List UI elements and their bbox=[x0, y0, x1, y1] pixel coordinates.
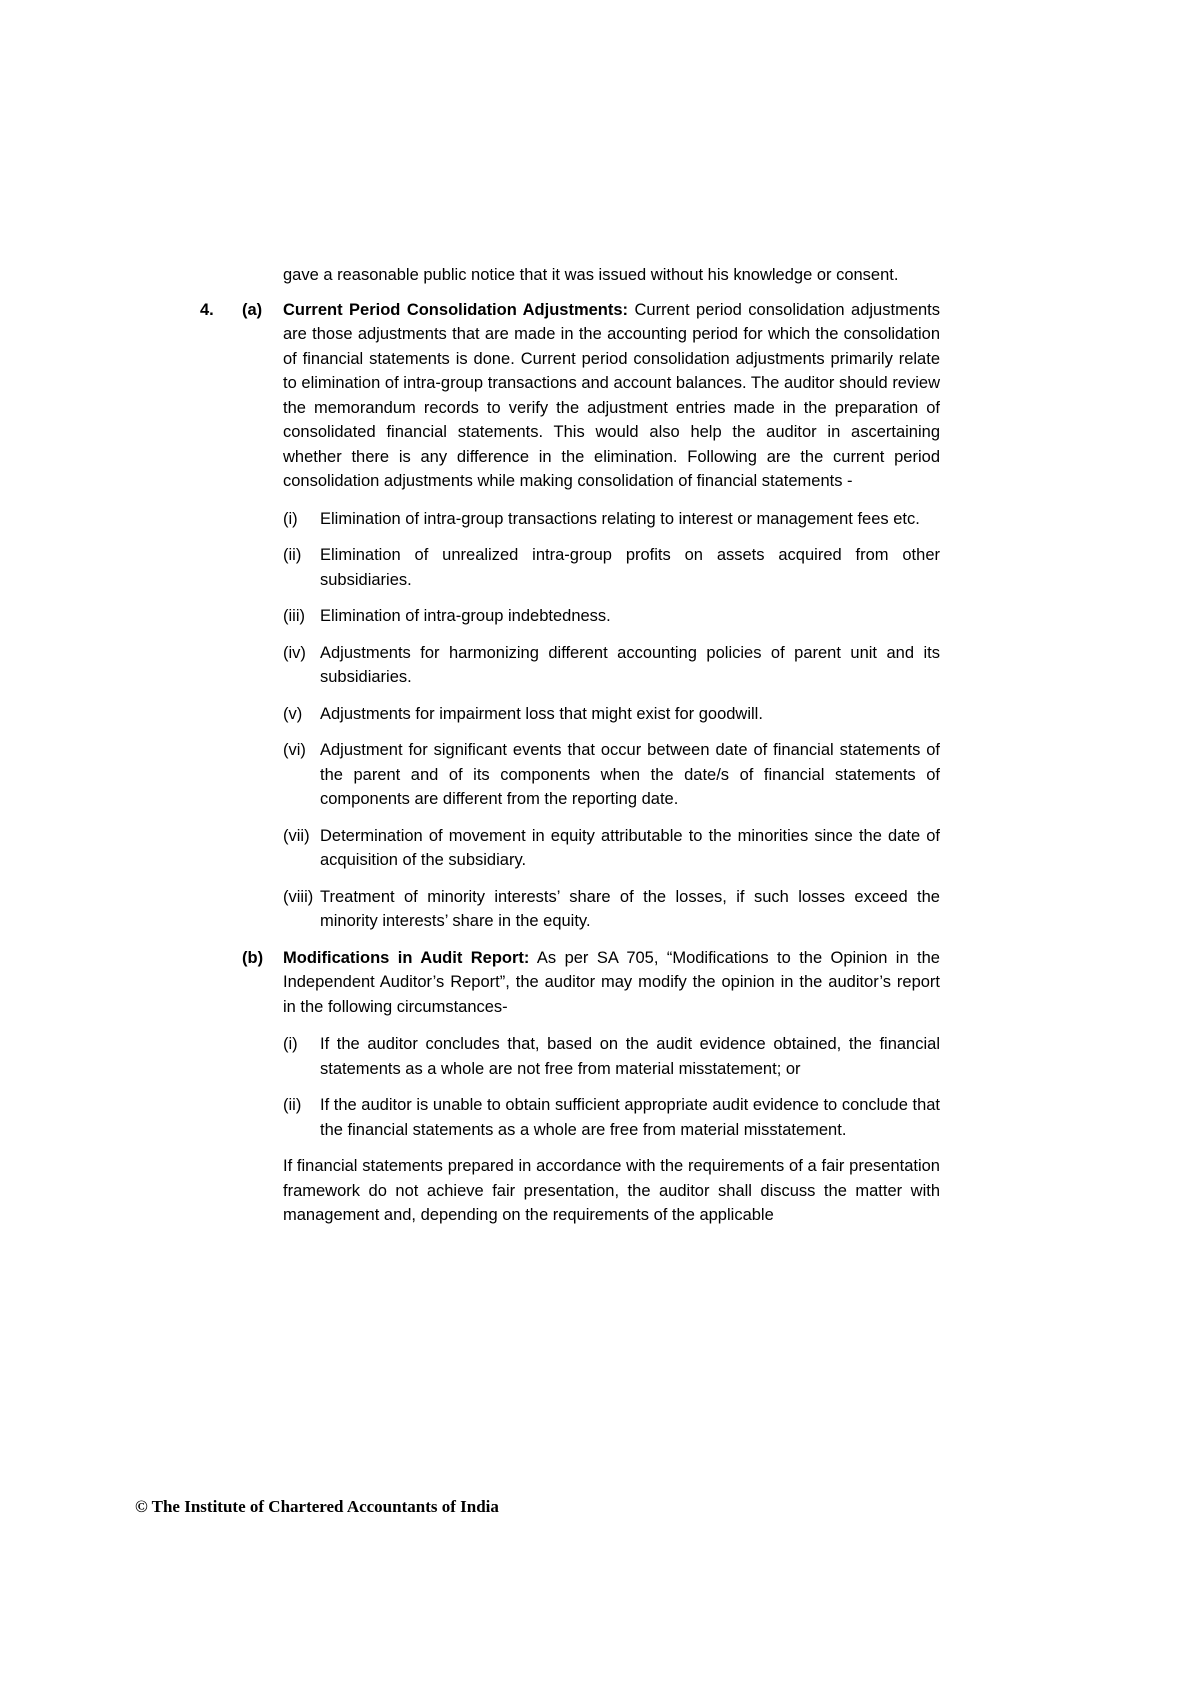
section-b-closing-paragraph: If financial statements prepared in accordance with the requirements of a fair presentation framework do not achieve fair presentation, the auditor shall discuss the matter with management and, depending on the requirements of the applicable bbox=[283, 1157, 940, 1224]
list-marker: (iii) bbox=[283, 607, 305, 625]
section-b-body: As per SA 705, “Modifications to the Opinion in the Independent Auditor’s Report”, the auditor may modify the opinion in the auditor’s report in the following circumstances- bbox=[283, 948, 940, 1016]
list-marker: (vii) bbox=[283, 826, 310, 845]
list-item bbox=[283, 604, 940, 629]
list-item bbox=[283, 702, 940, 727]
list-item bbox=[283, 1093, 940, 1142]
section-b-heading: Modifications in Audit Report: bbox=[283, 948, 530, 967]
page-footer: © The Institute of Chartered Accountants of India bbox=[135, 1497, 499, 1516]
item-4-section-a bbox=[200, 298, 940, 946]
list-text: Elimination of unrealized intra-group profits on assets acquired from other subsidiaries. bbox=[320, 546, 940, 589]
section-a-paragraph bbox=[283, 298, 940, 494]
list-marker: (viii) bbox=[283, 887, 314, 906]
list-text: If the auditor is unable to obtain sufficient appropriate audit evidence to conclude that the financial statements as a whole are free from material misstatement. bbox=[320, 1096, 940, 1139]
list-item bbox=[283, 543, 940, 592]
item-number: 4. bbox=[200, 300, 214, 319]
continuation-paragraph: gave a reasonable public notice that it was issued without his knowledge or consent. bbox=[283, 266, 899, 284]
item-4-section-b bbox=[200, 946, 940, 1228]
section-a-label: (a) bbox=[242, 300, 263, 319]
section-b-label: (b) bbox=[242, 948, 264, 967]
list-text: Adjustments for impairment loss that might exist for goodwill. bbox=[320, 704, 763, 723]
list-text: Determination of movement in equity attributable to the minorities since the date of acquisition of the subsidiary. bbox=[320, 826, 940, 869]
section-a-heading: Current Period Consolidation Adjustments: bbox=[283, 300, 629, 319]
section-a-body: Current period consolidation adjustments are those adjustments that are made in the accounting period for which the consolidation of financial statements is done. Current period consolidation adjustments primarily relate to elimination of intra-group transactions and account balances. The auditor should review the memorandum records to verify the adjustment entries made in the preparation of consolidated financial statements. This would also help the auditor in ascertaining whether there is any difference in the elimination. Following are the current period consolidation adjustments while making consolidation of financial statements - bbox=[283, 300, 941, 490]
list-text: Elimination of intra-group indebtedness. bbox=[320, 607, 611, 625]
list-item bbox=[283, 738, 940, 812]
section-b-list bbox=[283, 1032, 940, 1142]
list-marker: (i) bbox=[283, 1035, 298, 1053]
section-a-content bbox=[283, 298, 940, 946]
section-b-content bbox=[283, 946, 940, 1228]
list-item bbox=[283, 507, 940, 532]
list-text: Adjustments for harmonizing different accounting policies of parent unit and its subsidiaries. bbox=[320, 643, 940, 686]
list-marker: (vi) bbox=[283, 741, 306, 759]
section-a-list bbox=[283, 507, 940, 934]
list-marker: (iv) bbox=[283, 643, 306, 662]
list-marker: (i) bbox=[283, 509, 298, 528]
list-marker: (ii) bbox=[283, 1096, 302, 1114]
section-b-paragraph bbox=[283, 946, 940, 1020]
list-item bbox=[283, 824, 940, 873]
list-marker: (v) bbox=[283, 704, 303, 723]
page-content bbox=[200, 263, 940, 1228]
list-text: Adjustment for significant events that occur between date of financial statements of the parent and of its components when the date/s of financial statements of components are different from the reporting date. bbox=[320, 741, 940, 808]
list-item bbox=[283, 885, 940, 934]
list-text: Treatment of minority interests’ share of the losses, if such losses exceed the minority interests’ share in the equity. bbox=[320, 887, 940, 930]
list-text: Elimination of intra-group transactions relating to interest or management fees etc. bbox=[320, 509, 920, 528]
list-text: If the auditor concludes that, based on the audit evidence obtained, the financial statements as a whole are not free from material misstatement; or bbox=[320, 1035, 940, 1078]
list-item bbox=[283, 641, 940, 690]
list-marker: (ii) bbox=[283, 546, 302, 564]
list-item bbox=[283, 1032, 940, 1081]
